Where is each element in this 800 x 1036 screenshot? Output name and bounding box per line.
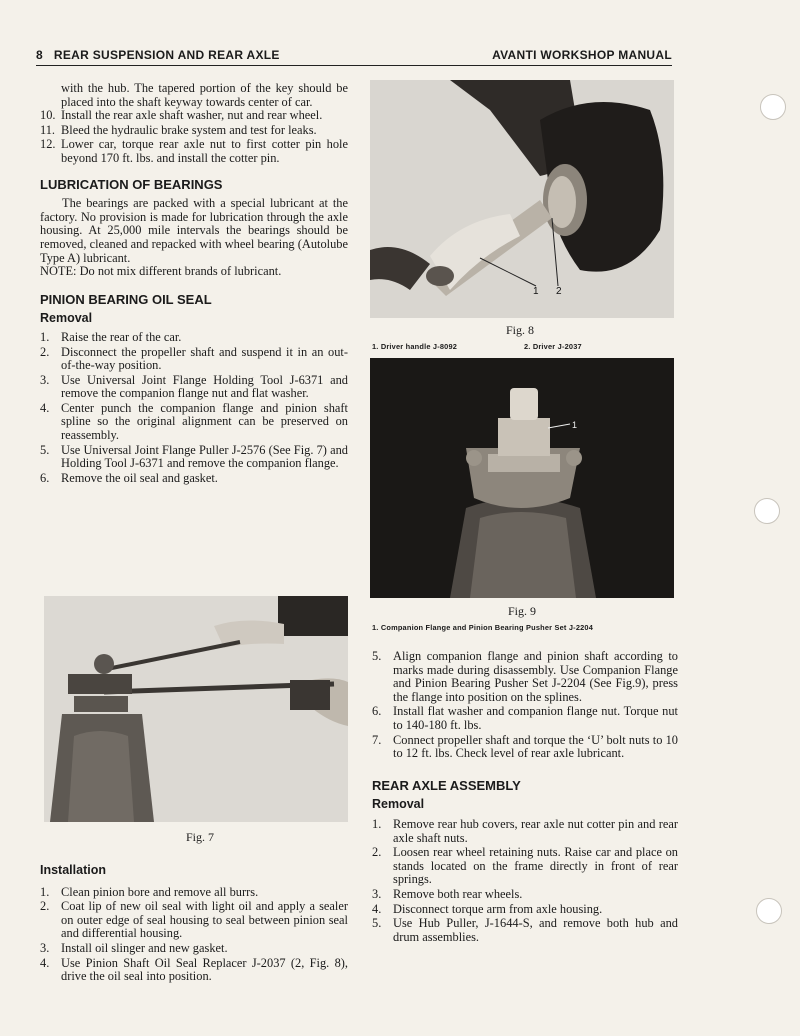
list-item: 4. Center punch the companion flange and pinion shaft spline so the original alignment can be preserved on reassembly. (40, 400, 348, 443)
fig9-photo (370, 358, 674, 598)
installation-steps-list (40, 886, 348, 984)
install-steps-list (40, 109, 348, 165)
pinion-seal-heading: PINION BEARING OIL SEAL (40, 291, 212, 307)
list-item: 5. Align companion flange and pinion shaft according to marks made during disassembly. Use Companion Flange and Pinion Bearing Pusher Set J-2204 (See Fig.9), press the flange into position on the splines. (372, 649, 678, 704)
list-item: 7. Connect propeller shaft and torque the ‘U’ bolt nuts to 10 to 12 ft. lbs. Check level of rear axle lubricant. (372, 732, 678, 761)
binder-hole-top (760, 94, 786, 120)
list-item: 1. Clean pinion bore and remove all burrs. (40, 884, 259, 899)
list-item: 4. Use Pinion Shaft Oil Seal Replacer J-2037 (2, Fig. 8), drive the oil seal into position. (40, 955, 348, 984)
fig7-photo (44, 596, 348, 822)
list-item: 4. Disconnect torque arm from axle housing. (372, 901, 603, 916)
removal-steps-list (40, 331, 348, 486)
left-column-top (40, 82, 348, 486)
intro-continuation: with the hub. The tapered portion of the key should be placed into the shaft keyway towards center of car. (61, 81, 348, 109)
rear-axle-heading: REAR AXLE ASSEMBLY (372, 777, 521, 793)
left-column-installation (40, 860, 348, 985)
fig8-photo (370, 80, 674, 318)
fig8-callout-2: 2 (556, 286, 562, 297)
list-item: 3. Install oil slinger and new gasket. (40, 940, 228, 955)
page-header (36, 48, 672, 66)
list-item: 11. Bleed the hydraulic brake system and test for leaks. (40, 122, 317, 137)
fig7-label: Fig. 7 (185, 830, 214, 844)
fig9-label: Fig. 9 (507, 604, 536, 618)
list-item: 5. Use Universal Joint Flange Puller J-2576 (See Fig. 7) and Holding Tool J-6371 and remove the companion flange. (40, 442, 348, 471)
header-manual-title: AVANTI WORKSHOP MANUAL (492, 48, 672, 62)
binder-hole-bottom (756, 898, 782, 924)
list-item: 2. Disconnect the propeller shaft and suspend it in an out-of-the-way position. (40, 344, 348, 373)
list-item: 2. Loosen rear wheel retaining nuts. Raise car and place on stands located on the frame directly in front of rear springs. (372, 845, 678, 887)
list-item: 2. Coat lip of new oil seal with light oil and apply a sealer on outer edge of seal housing to seal between pinion seal and differential housing. (40, 899, 348, 941)
list-item: 6. Remove the oil seal and gasket. (40, 470, 218, 485)
fig7-illustration (44, 596, 348, 822)
rear-axle-removal-heading: Removal (372, 797, 425, 812)
right-column-text (372, 650, 678, 945)
rear-axle-steps-list (372, 818, 678, 944)
list-item: 3. Use Universal Joint Flange Holding Tool J-6371 and remove the companion flange nut and flat washer. (40, 372, 348, 401)
list-item: 12. Lower car, torque rear axle nut to first cotter pin hole beyond 170 ft. lbs. and install the cotter pin. (40, 137, 348, 165)
fig8-caption-2: 2. Driver J-2037 (524, 342, 582, 351)
fig9-callout-1: 1 (572, 420, 578, 430)
header-section-title: 8 REAR SUSPENSION AND REAR AXLE (36, 48, 280, 62)
fig9-illustration (370, 358, 674, 598)
fig8-callout-1: 1 (533, 286, 539, 297)
fig8-label: Fig. 8 (505, 323, 534, 337)
list-item: 3. Remove both rear wheels. (372, 886, 523, 901)
list-item: 1. Remove rear hub covers, rear axle nut cotter pin and rear axle shaft nuts. (372, 816, 678, 845)
list-item: 5. Use Hub Puller, J-1644-S, and remove both hub and drum assemblies. (372, 916, 678, 944)
lubrication-paragraph: The bearings are packed with a special lubricant at the factory. No provision is made for lubrication through the axle housing. At 25,000 mile intervals the bearings should be removed, cleaned and repacked with wheel bearing (Autolube Type A) lubricant. (40, 196, 348, 265)
lubrication-heading: LUBRICATION OF BEARINGS (40, 176, 223, 192)
lubrication-note: NOTE: Do not mix different brands of lubricant. (40, 264, 282, 279)
list-item: 1. Raise the rear of the car. (40, 329, 182, 344)
install-steps-continued-list (372, 650, 678, 761)
list-item: 10. Install the rear axle shaft washer, nut and rear wheel. (40, 108, 323, 123)
fig8-illustration (370, 80, 674, 318)
fig9-caption: 1. Companion Flange and Pinion Bearing Pusher Set J-2204 (372, 623, 594, 632)
removal-heading: Removal (40, 311, 93, 326)
list-item: 6. Install flat washer and companion flange nut. Torque nut to 140-180 ft. lbs. (372, 704, 678, 732)
fig8-caption-1: 1. Driver handle J-8092 (372, 342, 458, 351)
installation-heading: Installation (40, 863, 106, 877)
binder-hole-middle (754, 498, 780, 524)
